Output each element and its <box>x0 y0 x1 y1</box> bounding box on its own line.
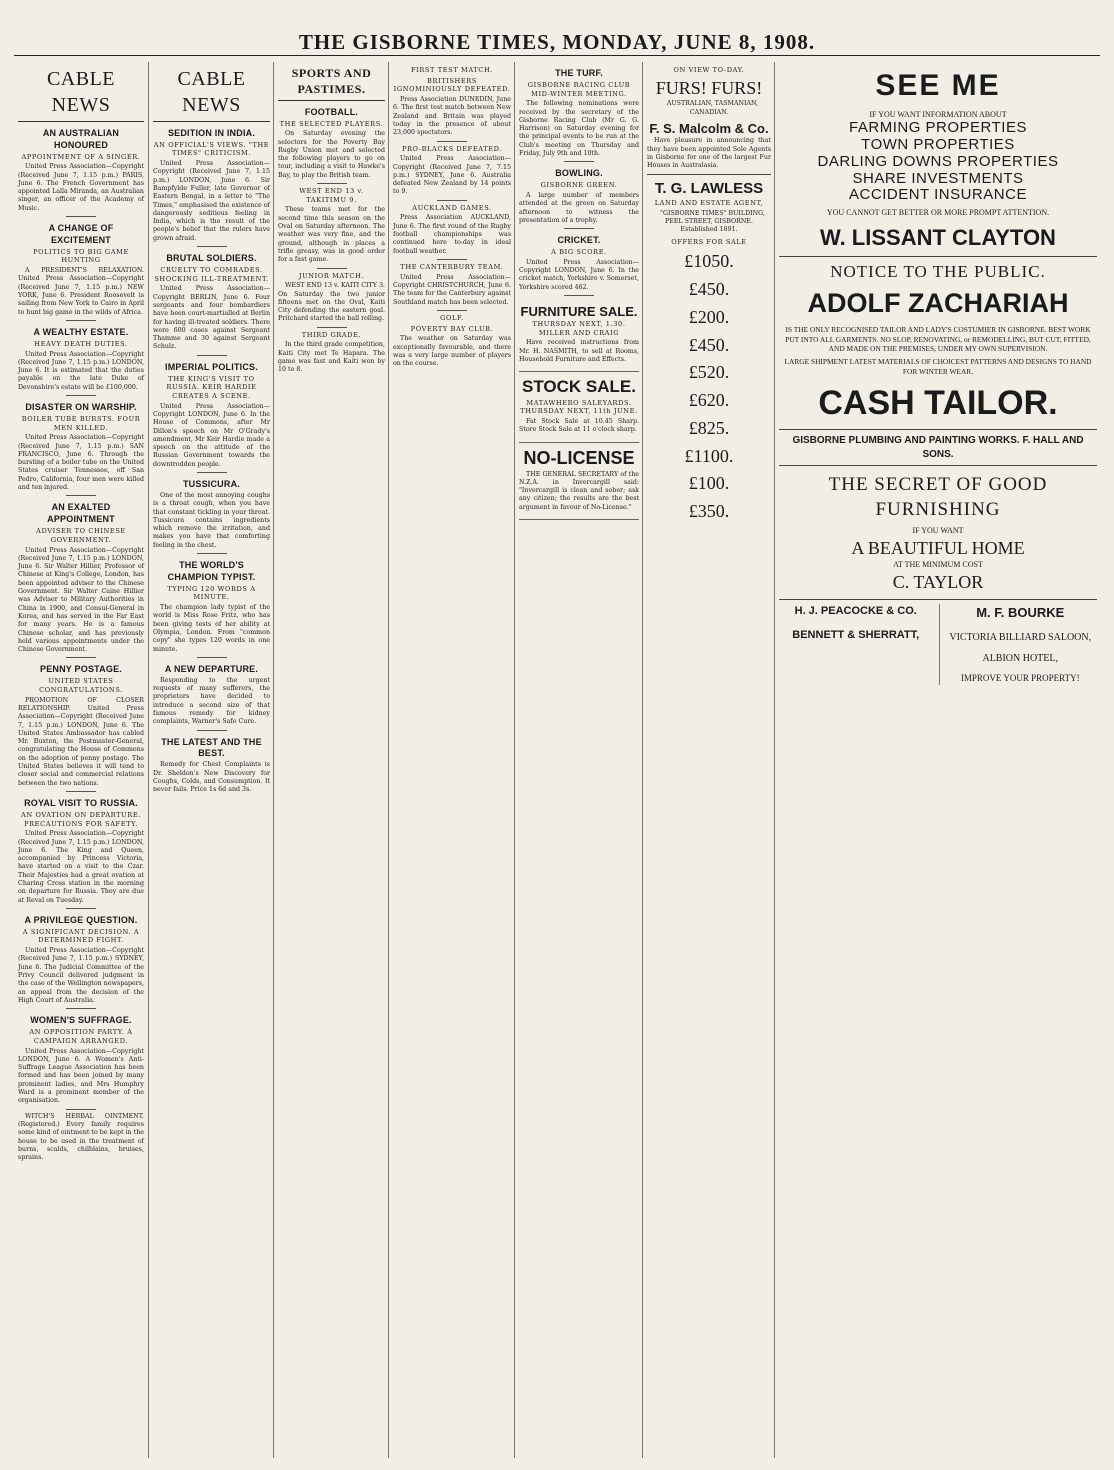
story <box>18 798 144 909</box>
story-body: These teams met for the second time this season on the Oval on Saturday afternoon. The weather was very fine, and the ground, although in places a trifle greasy, was in good order for a fast game. <box>278 206 385 264</box>
story <box>18 664 144 792</box>
shipment-body: LARGE SHIPMENT LATEST MATERIALS OF CHOICEST PATTERNS AND DESIGNS TO HAND FOR WINTER WEAR. <box>784 357 1092 376</box>
price-label: £350. <box>688 501 730 522</box>
story-headline: THE WORLD'S CHAMPION TYPIST. <box>167 560 256 582</box>
property-line: FARMING PROPERTIES <box>849 119 1027 137</box>
lawless-body: "GISBORNE TIMES" BUILDING, PEEL STREET, GISBORNE. Established 1891. <box>660 209 765 234</box>
story-body: WEST END 13 v. KAITI CITY 3. On Saturday the two junior fifteens met on the Oval, Kaiti City defending the eastern goal. Pritchard started the ball rolling. <box>278 282 385 323</box>
story <box>153 737 270 795</box>
story-headline: TUSSICURA. <box>182 479 240 490</box>
story-subhead: A BIG SCORE. <box>551 248 607 256</box>
story <box>393 314 511 369</box>
column-2 <box>148 62 274 1458</box>
story-body: A large number of members attended at the green on Saturday afternoon to witness the presentation of a trophy. <box>519 191 639 224</box>
story-headline: A CHANGE OF EXCITEMENT <box>48 223 114 245</box>
story <box>519 68 639 162</box>
story <box>393 145 511 201</box>
albion-heading: ALBION HOTEL, <box>982 652 1059 664</box>
zachariah-body: IS THE ONLY RECOGNISED TAILOR AND LADY'S COSTUMIER IN GISBORNE. BEST WORK PUT INTO ALL GARMENTS. NO SLOP, RENOVATING, or REMODELLING, BUT CUT, FITTED, AND MADE ON THE PREMISES, UNDER MY OWN SUPERVISION. <box>785 324 1091 354</box>
price-label: £200. <box>688 306 730 327</box>
ad-body: THE GENERAL SECRETARY of the N.Z.A. in Invercargill said: "Invercargill is clean and sober; ask any citizen; the results are the best argument in favour of No-License." <box>519 470 639 511</box>
story <box>278 107 385 184</box>
zachariah-name: ADOLF ZACHARIAH <box>807 288 1069 319</box>
story-headline: DISASTER ON WARSHIP. <box>25 402 137 413</box>
secret-heading: THE SECRET OF GOOD FURNISHING <box>828 473 1048 520</box>
story <box>278 187 385 268</box>
story <box>519 168 639 229</box>
lawless-headline: T. G. LAWLESS <box>654 180 764 198</box>
story-list <box>18 128 144 1110</box>
furs-headline: FURS! FURS! <box>655 77 763 98</box>
column-7 <box>774 62 1101 1458</box>
story-body: United Press Association—Copyright CHRISTCHURCH, June 6. The team for the Canterbury against Southland match has been selected. <box>393 273 511 306</box>
ad-body: Fat Stock Sale at 10.45 Sharp. Store Stock Sale at 11 o'clock sharp. <box>519 418 639 434</box>
lawless-subhead: LAND AND ESTATE AGENT, <box>654 199 764 208</box>
story-subhead: THE SELECTED PLAYERS. <box>279 119 384 128</box>
story-body: The weather on Saturday was exceptionally favourable, and there was a very large number of players on the course. <box>393 335 511 368</box>
story <box>153 253 270 356</box>
see-me-footer: YOU CANNOT GET BETTER OR MORE PROMPT ATTENTION. <box>826 208 1050 218</box>
story-body: On Saturday evening the selectors for the Poverty Bay Rugby Union met and selected the following players to go on tour, including a visit to Hawke's Bay, to play the British team. <box>278 130 385 179</box>
story <box>393 66 511 142</box>
story-body: United Press Association—Copyright (Received June 7, 1.15 p.m.) LONDON, June 6. It is estimated that the duties payable on the late Duke of Devonshire's estate will be £100,000. <box>18 350 144 391</box>
column-3 <box>273 62 389 1458</box>
story-subhead: THE KING'S VISIT TO RUSSIA. KEIR HARDIE CREATES A SCENE. <box>166 374 257 400</box>
ad-headline: STOCK SALE. <box>522 377 636 397</box>
story-subhead: ADVISER TO CHINESE GOVERNMENT. <box>36 527 126 544</box>
improve-heading: IMPROVE YOUR PROPERTY! <box>960 673 1080 684</box>
price-label: £520. <box>688 362 730 383</box>
column-6 <box>642 62 775 1458</box>
story <box>18 915 144 1009</box>
story-body: United Press Association—Copyright (Received June 7, 1.15 p.m.) SYDNEY, June 6. The Judicial Committee of the Privy Council delivered judgment in the case of the Wellington newspapers, an appeal from the decision of the High Court of Australia. <box>18 947 144 1004</box>
story-body: Press Association DUNEDIN, June 6. The first test match between New Zealand and Britain was played today in the presence of about 23,000 spectators. <box>393 96 511 137</box>
ad-headline: NO-LICENSE <box>523 447 635 468</box>
see-me-headline: SEE ME <box>875 69 1001 102</box>
story-body: A PRESIDENT'S RELAXATION. United Press Association—Copyright (Received June 7, 1.15 p.m.) NEW YORK, June 6. President Roosevelt is sailing from New York to Cairo in April to hunt big game in the wilds of Africa. <box>18 267 144 316</box>
beautiful-home-heading: A BEAUTIFUL HOME <box>851 537 1025 558</box>
story-body: United Press Association—Copyright BERLIN, June 6. Four sergeants and four bombardiers have been court-martialled at Berlin for having ill-treated soldiers. There were 600 cases against Sergeant Thamme and 30 against Sergeant Schulz. <box>153 285 270 351</box>
malcolm-headline: F. S. Malcolm & Co. <box>649 121 769 137</box>
story-subhead: GISBORNE RACING CLUB MID-WINTER MEETING. <box>527 80 631 98</box>
story-subhead: BOILER TUBE BURSTS. FOUR MEN KILLED. <box>21 414 141 432</box>
bottom-ads-right <box>939 604 1098 685</box>
story-body: The champion lady typist of the world is Miss Rose Fritz, who has been giving tests of her ability at Olympia, London. From "common copy" she types 120 words in one minute. <box>153 604 270 653</box>
story-subhead: GISBORNE GREEN. <box>540 181 618 190</box>
story-headline: A PRIVILEGE QUESTION. <box>24 914 138 925</box>
ad-body: Have received instructions from Mr. H. NASMITH, to sell at Rooms, Household Furniture and Effects. <box>519 339 639 364</box>
ad-subhead: THURSDAY NEXT, 1.30. MILLER AND CRAIG <box>532 320 626 337</box>
story-subhead: CRUELTY TO COMRADES. SHOCKING ILL-TREATMENT. <box>154 265 269 283</box>
newspaper-page <box>14 62 1100 1458</box>
story-body: Remedy for Chest Complaints is Dr. Sheldon's New Discovery for Coughs, Colds, and Consumption. It never fails. Price 1s 6d and 3s. <box>153 761 270 794</box>
story <box>153 128 270 247</box>
story <box>18 327 144 396</box>
story-body: United Press Association—Copyright LONDON, June 6. In the cricket match, Yorkshire v. Somerset, Yorkshire scored 462. <box>519 258 639 291</box>
price-label: £450. <box>688 279 730 300</box>
price-label: £620. <box>688 390 730 411</box>
story <box>18 128 144 217</box>
story-headline: AN AUSTRALIAN HONOURED <box>42 127 120 150</box>
story-subhead: AN OPPOSITION PARTY. A CAMPAIGN ARRANGED. <box>29 1028 133 1045</box>
ad-kicker: ON VIEW TO-DAY. <box>673 66 745 74</box>
story-body: United Press Association—Copyright LONDON, June 6. A Women's Anti-Suffrage League Association has been formed and has been joined by many prominent ladies, and Mrs Humphry Ward is a prominent member of the organisation. <box>18 1047 144 1105</box>
property-line: TOWN PROPERTIES <box>861 135 1015 153</box>
story-subhead: AN OVATION ON DEPARTURE. PRECAUTIONS FOR SAFETY. <box>21 810 141 828</box>
story-headline: WOMEN'S SUFFRAGE. <box>30 1015 132 1026</box>
minimum-cost-text: AT THE MINIMUM COST <box>893 560 983 570</box>
price-label: £1100. <box>684 445 734 466</box>
furs-origins: AUSTRALIAN, TASMANIAN, CANADIAN. <box>666 100 759 116</box>
story <box>18 402 144 496</box>
column-4 <box>388 62 515 1458</box>
story-headline: PENNY POSTAGE. <box>40 664 122 675</box>
story-headline: CRICKET. <box>557 235 601 246</box>
price-label: £1050. <box>684 251 734 272</box>
story <box>153 479 270 554</box>
story-headline: THIRD GRADE. <box>301 330 362 339</box>
story-body: The following nominations were received by the secretary of the Gisborne Racing Club (Mr G. G. Harrison) on Saturday evening for the principal events to be run at the Club's meeting on Thursday and Friday, July 9th and 10th. <box>519 100 639 158</box>
story-headline: SEDITION IN INDIA. <box>167 127 256 138</box>
story-headline: WEST END 13 v. TAKITIMU 9. <box>299 187 364 204</box>
story-headline: IMPERIAL POLITICS. <box>165 361 258 372</box>
story-subhead: A SIGNIFICANT DECISION. A DETERMINED FIGHT. <box>22 927 140 945</box>
story-headline: THE TURF. <box>555 68 603 78</box>
bottom-ads <box>779 604 1097 685</box>
plumbing-heading: GISBORNE PLUMBING AND PAINTING WORKS. F. HALL AND SONS. <box>792 435 1084 460</box>
bourke-heading: M. F. BOURKE <box>976 604 1065 620</box>
story-headline: THE CANTERBURY TEAM. <box>400 262 504 271</box>
see-me-intro: IF YOU WANT INFORMATION ABOUT <box>869 109 1007 119</box>
story-body: United Press Association—Copyright (Received June 7, 1.15 p.m.) LONDON, June 6. Sir Bampfylde Fuller, late Governor of Eastern Bengal, in a letter to "The Times," emphasised the existence of dangerously seditious feeling in India, which is the result of the people's belief that the rulers have grown afraid. <box>153 160 270 242</box>
ad-headline: FURNITURE SALE. <box>520 303 638 319</box>
section-header: SPORTS AND PASTIMES. <box>278 66 385 101</box>
story-body: United Press Association—Copyright (Received June 7, 7.15 p.m.) SYDNEY, June 6. Australia defeated New Zealand by 14 points to 9. <box>393 155 511 196</box>
bottom-ads-left <box>779 604 933 685</box>
price-label: £825. <box>688 417 730 438</box>
story-body: United Press Association—Copyright (Received June 7, 1.15 p.m.) LONDON, June 6. Sir Walter Hillier, Professor of Chinese at King's College, London, has been appointed adviser to the Chinese Government. Sir Walter Caine Hillier was Adviser to Military Authorities in China in 1900, and Consul-General in Korea, and has served in the Far East for many years. He is a famous Chinese scholar, and has previously held various appointments under the Chinese Government. <box>18 546 144 654</box>
story-subhead: HEAVY DEATH DUTIES. <box>34 339 128 348</box>
story-body: United Press Association—Copyright (Received June 7, 1.15 p.m.) SAN FRANCISCO, June 6. Through the bursting of a boiler tube on the United States cruiser Tennessee, off San Pedro, California, four men were killed and ten injured. <box>18 434 144 492</box>
offers-heading: OFFERS FOR SALE <box>671 237 747 246</box>
story-subhead: APPOINTMENT OF A SINGER. <box>21 152 141 161</box>
story <box>519 235 639 296</box>
story-headline: BRUTAL SOLDIERS. <box>166 253 257 264</box>
column-5 <box>514 62 643 1458</box>
story <box>153 362 270 473</box>
story-headline: FIRST TEST MATCH. <box>410 66 494 74</box>
story-body: One of the most annoying coughs is a throat cough, when you have that constant tickling in your throat. Tussicura contains ingredients which remove the irritation, and makes you have that comforting feeling in the chest. <box>153 491 270 549</box>
story-body: PROMOTION OF CLOSER RELATIONSHIP. United Press Association—Copyright (Received June 7, 1.15 p.m.) LONDON, June 6. The United States Ambassador has cabled Mr. Buxton, the Postmaster-General, congratulating the House of Commons on the adoption of penny postage. The United States believes it will tend to closer social and commercial relations between the two nations. <box>18 696 144 787</box>
property-line: ACCIDENT INSURANCE <box>849 186 1027 204</box>
story <box>393 263 511 311</box>
malcolm-body: Have pleasure in announcing that they have been appointed Sole Agents in Gisborne for one of the largest Fur Houses in Australasia. <box>647 137 771 170</box>
taylor-name: C. TAYLOR <box>892 571 984 592</box>
story-subhead: POVERTY BAY CLUB. <box>410 324 494 333</box>
story-body: United Press Association—Copyright (Received June 7, 1.15 p.m.) LONDON, June 6. The King and Queen, accompanied by Princess Victoria, have started on a visit to the Czar. Their Majesties had a great ovation at Charing Cross station in the morning on departure for Russia. They are due at Reval on Tuesday. <box>18 830 144 904</box>
if-want-text: IF YOU WANT <box>912 526 964 535</box>
story-subhead: POLITICS TO BIG GAME HUNTING <box>33 247 129 265</box>
story <box>18 502 144 658</box>
no-license-ad <box>519 443 639 520</box>
notice-heading: NOTICE TO THE PUBLIC. <box>830 261 1046 281</box>
cash-tailor-heading: CASH TAILOR. <box>818 383 1058 422</box>
ad-subhead: MATAWHERO SALEYARDS. THURSDAY NEXT, 11th JUNE. <box>520 398 638 416</box>
property-line: DARLING DOWNS PROPERTIES <box>817 152 1059 170</box>
story-headline: A NEW DEPARTURE. <box>164 663 259 674</box>
story-headline: ROYAL VISIT TO RUSSIA. <box>24 797 138 808</box>
furniture-sale-ad <box>519 299 639 372</box>
section-header: CABLE NEWS <box>153 66 270 122</box>
story-body: United Press Association—Copyright (Received June 7, 1.15 p.m.) PARIS, June 6. The French Government has appointed Lalla Miranda, an Australian singer, an officer of the Academy of Music. <box>18 163 144 212</box>
masthead-rule <box>14 55 1100 56</box>
stock-sale-ad <box>519 372 639 442</box>
story-headline: AUCKLAND GAMES. <box>412 203 492 212</box>
bennett-heading: BENNETT & SHERRATT, <box>792 629 920 642</box>
story <box>393 204 511 260</box>
column-1 <box>14 62 148 1458</box>
story <box>153 560 270 658</box>
story <box>18 223 144 321</box>
story-headline: PRO-BLACKS DEFEATED. <box>401 144 503 153</box>
story-subhead: TYPING 120 WORDS A MINUTE. <box>167 584 256 602</box>
story-body: Responding to the urgent requests of many sufferers, the proprietors have decided to introduce a second size of that famous remedy for kidney complaints, Warner's Safe Cure. <box>153 676 270 726</box>
story-subhead: AN OFFICIAL'S VIEWS. "THE TIMES" CRITICISM. <box>153 140 270 158</box>
section-header: CABLE NEWS <box>18 66 144 122</box>
story-headline: FOOTBALL. <box>304 106 359 117</box>
advertisement-text: WITCH'S HERBAL OINTMENT. (Registered.) Every family requires some kind of ointment to be kept in the house to be used in the treatment of burns, scalds, chilblains, bruises, sprains. <box>18 1112 145 1162</box>
billiard-heading: VICTORIA BILLIARD SALOON, <box>949 631 1092 643</box>
story-body: Press Association AUCKLAND, June 6. The first round of the Rugby football championships was continued here to-day in ideal football weather. <box>393 214 511 255</box>
clayton-name: W. LISSANT CLAYTON <box>820 224 1056 250</box>
story <box>278 272 385 328</box>
story-headline: AN EXALTED APPOINTMENT <box>47 502 115 525</box>
story-headline: THE LATEST AND THE BEST. <box>161 736 262 759</box>
story-headline: BOWLING. <box>555 168 603 179</box>
story <box>18 1015 144 1109</box>
newspaper-title: THE GISBORNE TIMES, MONDAY, JUNE 8, 1908. <box>298 30 816 54</box>
story <box>153 664 270 731</box>
property-list <box>779 120 1097 204</box>
story-subhead: UNITED STATES CONGRATULATIONS. <box>39 677 123 694</box>
peacocke-heading: H. J. PEACOCKE & CO. <box>794 604 917 617</box>
price-label: £100. <box>688 473 730 494</box>
story-body: In the third grade competition, Kaiti City met Te Hapara. The game was fast and Kaiti won by 10 to 8. <box>278 341 385 374</box>
story-headline: GOLF. <box>440 313 464 322</box>
price-label: £450. <box>688 334 730 355</box>
story <box>278 331 385 375</box>
story-headline: A WEALTHY ESTATE. <box>33 326 129 337</box>
property-line: SHARE INVESTMENTS <box>852 169 1024 187</box>
story-body: United Press Association—Copyright LONDON, June 6. In the House of Commons, after Mr Dillon's speech on Mr O'Grady's amendment, Mr Keir Hardie made a speech on the attitude of the Russian Government towards the downtrodden people. <box>153 402 270 468</box>
masthead <box>0 0 1114 58</box>
story-headline: JUNIOR MATCH. <box>298 271 365 280</box>
story-subhead: BRITISHERS IGNOMINIOUSLY DEFEATED. <box>393 76 511 94</box>
